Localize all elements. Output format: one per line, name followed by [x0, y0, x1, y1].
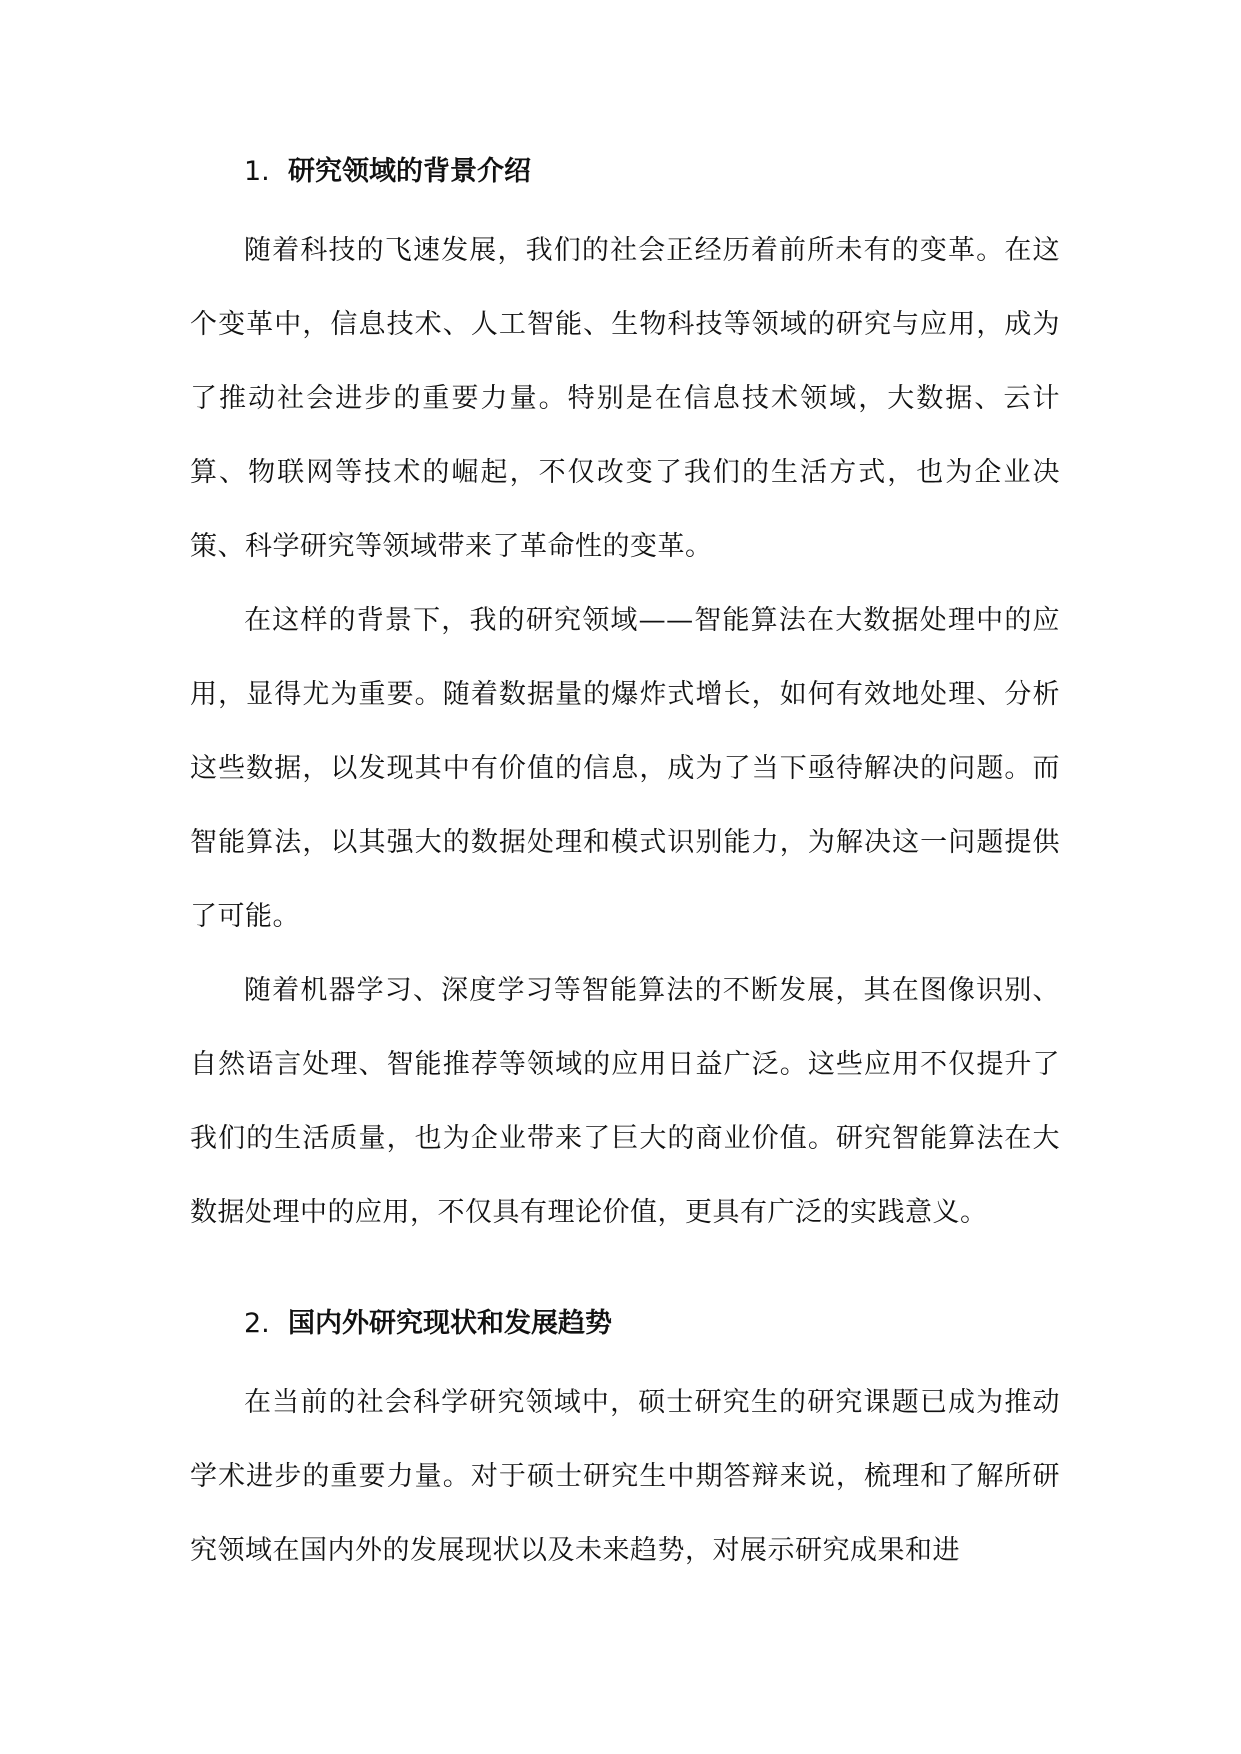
spacer — [190, 1356, 1060, 1366]
spacer — [190, 1250, 1060, 1292]
section-1-paragraph-2: 在这样的背景下，我的研究领域——智能算法在大数据处理中的应用，显得尤为重要。随着数据量的爆炸式增长，如何有效地处理、分析这些数据，以发现其中有价值的信息，成为了当下亟待解决的问题。而智能算法，以其强大的数据处理和模式识别能力，为解决这一问题提供了可能。 — [190, 605, 1060, 932]
document-body — [190, 140, 1060, 1588]
section-1-title: 研究领域的背景介绍 — [288, 156, 531, 187]
section-1-paragraph-3: 随着机器学习、深度学习等智能算法的不断发展，其在图像识别、自然语言处理、智能推荐等领域的应用日益广泛。这些应用不仅提升了我们的生活质量，也为企业带来了巨大的商业价值。研究智能算法在大数据处理中的应用，不仅具有理论价值，更具有广泛的实践意义。 — [190, 975, 1060, 1228]
spacer — [190, 204, 1060, 214]
section-1-number: 1. — [244, 156, 270, 187]
section-2-heading — [190, 1292, 1060, 1356]
section-2-paragraph-1: 在当前的社会科学研究领域中，硕士研究生的研究课题已成为推动学术进步的重要力量。对于硕士研究生中期答辩来说，梳理和了解所研究领域在国内外的发展现状以及未来趋势，对展示研究成果和进 — [190, 1387, 1060, 1566]
section-1-paragraph-1: 随着科技的飞速发展，我们的社会正经历着前所未有的变革。在这个变革中，信息技术、人工智能、生物科技等领域的研究与应用，成为了推动社会进步的重要力量。特别是在信息技术领域，大数据、云计算、物联网等技术的崛起，不仅改变了我们的生活方式，也为企业决策、科学研究等领域带来了革命性的变革。 — [190, 235, 1060, 562]
section-2-number: 2. — [244, 1308, 270, 1339]
section-1-heading — [190, 140, 1060, 204]
section-2-title: 国内外研究现状和发展趋势 — [288, 1308, 612, 1339]
